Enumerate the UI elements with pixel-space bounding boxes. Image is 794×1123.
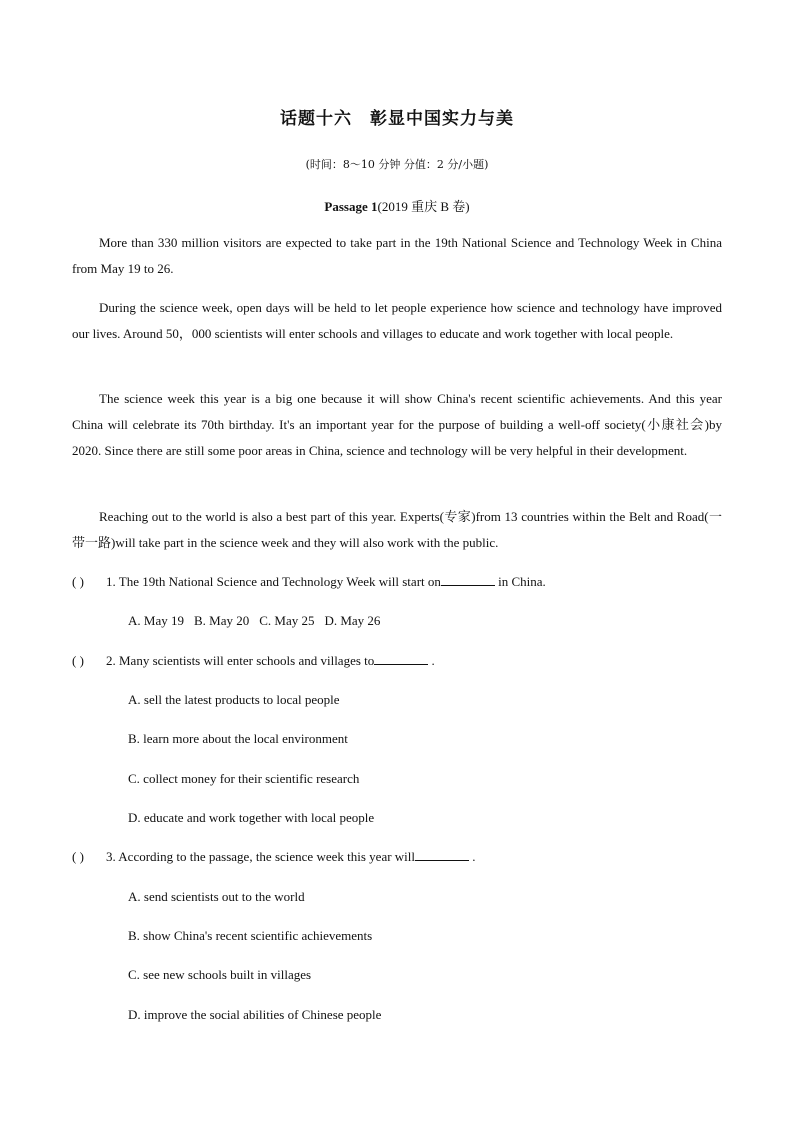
option[interactable]: A. sell the latest products to local people: [128, 692, 340, 707]
question-text: 1. The 19th National Science and Technology Week will start on: [106, 574, 441, 589]
title-topic: 话题十六: [280, 109, 352, 129]
option[interactable]: D. improve the social abilities of Chinese people: [128, 1007, 382, 1022]
passage-label: Passage 1: [324, 199, 378, 214]
question-text: 3. According to the passage, the science week this year will: [106, 849, 416, 864]
question-text-end: .: [428, 653, 435, 668]
option[interactable]: C. see new schools built in villages: [128, 967, 312, 982]
option[interactable]: B. show China's recent scientific achievements: [128, 928, 373, 943]
answer-paren[interactable]: ( ): [72, 849, 84, 864]
answer-paren[interactable]: ( ): [72, 574, 84, 589]
paragraph-2: During the science week, open days will be held to let people experience how science and technology have improved our lives. Around 50，000 scientists will enter schools and villages to educate and work together with local people.: [72, 300, 722, 341]
title-theme: 彰显中国实力与美: [370, 109, 514, 129]
question-3: [72, 847, 722, 867]
time-and-score-note: (时间：8～10 分钟 分值：2 分/小题): [305, 158, 489, 171]
option[interactable]: C. collect money for their scientific research: [128, 771, 360, 786]
option[interactable]: A. send scientists out to the world: [128, 889, 305, 904]
paragraph-3: The science week this year is a big one because it will show China's recent scientific achievements. And this year China will celebrate its 70th birthday. It's an important year for the purpose of building a well-off society(小康社会)by 2020. Since there are still some poor areas in China, science and technology will be very helpful in their development.: [72, 391, 722, 458]
question-text: 2. Many scientists will enter schools and villages to: [106, 653, 375, 668]
question-1-options: [128, 611, 390, 631]
paragraph-4: Reaching out to the world is also a best part of this year. Experts(专家)from 13 countries within the Belt and Road(一带一路)will take part in the science week and they will also work with the public.: [72, 509, 722, 550]
option[interactable]: D. educate and work together with local people: [128, 810, 375, 825]
question-text-end: .: [469, 849, 476, 864]
option[interactable]: C. May 25: [259, 613, 315, 628]
question-text-end: in China.: [494, 574, 546, 589]
option[interactable]: B. May 20: [193, 613, 250, 628]
answer-paren[interactable]: ( ): [72, 653, 84, 668]
option[interactable]: A. May 19: [128, 613, 184, 628]
answer-blank[interactable]: [374, 652, 428, 665]
passage-source: (2019 重庆 B 卷): [377, 199, 470, 214]
answer-blank[interactable]: [441, 573, 495, 586]
question-2: [72, 651, 722, 671]
option[interactable]: B. learn more about the local environment: [128, 731, 348, 746]
page-title: [0, 104, 794, 129]
answer-blank[interactable]: [415, 848, 469, 861]
passage-heading: [0, 196, 794, 215]
option[interactable]: D. May 26: [324, 613, 381, 628]
question-1: [72, 572, 722, 592]
paragraph-1: More than 330 million visitors are expected to take part in the 19th National Science and Technology Week in China from May 19 to 26.: [72, 235, 722, 276]
